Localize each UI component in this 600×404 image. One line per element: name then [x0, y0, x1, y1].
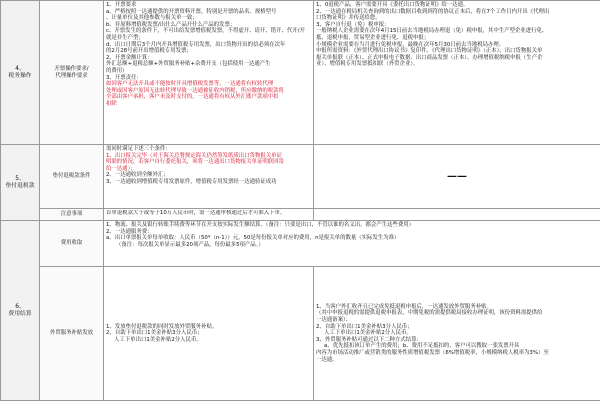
text-line: 一般纳税人企业需要在次年4月15日前去当地税局办理退（免）税申报，其中生产型企业进行免、	[316, 28, 548, 35]
text-line: 2、一达通服务费：	[106, 228, 153, 235]
warning-text: 全部由客户承担，客户未及时支付的，一达通将有权从外汇账户款项中扣	[106, 94, 279, 101]
section-5-title: 5、 垫付退税款	[1, 145, 40, 221]
text-line: 1、0退税产品，客户需要开具《委托出口货物证明》给一达通。	[316, 2, 469, 8]
text-line: 3、外贸服务补贴可通过以下二种方式结算：	[316, 336, 422, 343]
section-5-note-row	[1, 209, 600, 221]
text-line: 外汇总额+退税总额+外贸服务补贴+杂费开支（包括使用一达通产生	[106, 61, 271, 68]
fee-charge-label: 费用收取	[40, 221, 104, 267]
text-line: （其中申报退税的需提供退税申报表，中期免税的需提供税局接收办理证明，该份资料需提供给	[316, 310, 543, 317]
section-5-row	[1, 145, 600, 209]
text-line: 的费用）	[106, 67, 128, 74]
warning-text: 1、出口报关完毕（对于海关总署规定海关仍然签发纸质出口货物报关单证	[106, 152, 282, 159]
text-line: 3、一达通收到增值税专用发票原件，增值税专用发票经一达通验证成功	[106, 178, 277, 185]
note-text	[104, 209, 314, 221]
section-6-subsidy-row	[1, 267, 600, 401]
text-line: 需同时满足下述三个条件：	[106, 146, 171, 152]
text-line: 1、开票要求	[106, 2, 137, 8]
text-line: 一达通备案）；	[316, 317, 352, 324]
warning-text: 明联的情况，若客户自行委托报关，须将一达通出口货物报关单证明联回寄	[106, 159, 284, 166]
note-label: 注意事项	[40, 209, 104, 221]
subsidy-agent-text	[314, 267, 600, 401]
warning-text: 扣除	[106, 100, 117, 107]
text-line: c、开票发生的条件下，不可出给发票增值税发票，不得虚开、请开、错开、代开/开	[106, 28, 305, 35]
text-line: 小规模企业需要在当月进行免税申报，最晚在次年5月30日前去当地税局办理。	[316, 41, 505, 48]
prepay-condition-label: 垫付退税款条件	[40, 145, 104, 209]
text-line: a、优先抵扣该订单产生的费用；b、费用不足抵扣的，客户可以搜取一张发票开具	[324, 343, 520, 350]
text-line: （备注：每次报关单显示最多20项产品，每份最多5项产品。）	[116, 241, 264, 248]
text-line: 2、自助下单出口1美金补贴3分人民币；	[106, 330, 203, 337]
dash-placeholder: ——	[447, 170, 467, 182]
text-line: 申报所需资料：《外贸代理出口协议书》复印件、《代理出口货物证明》（正本）、出口货物报关单	[316, 48, 543, 55]
agent-requirements	[314, 1, 600, 145]
text-line: a、出口单票报关单每单收取：人民币（50*（n-1））元，50是每份报关单对应的费用，n是报关单的数量（实际发生为准）	[106, 235, 400, 242]
text-line: 内容为市场活动推广或营销类的服务性质增值税发票（6%增值税率，小规模纳税人税率为3%）至	[316, 349, 549, 356]
section-4-title: 4、 税务操作	[1, 1, 40, 145]
text-line: 报关单报联（正本）、正式申报电子数据、出口商品发票（正本）、办理增值税纳税申报（生产企	[316, 54, 543, 61]
text-line: 3、客户自行退（免）税申报：	[316, 21, 390, 28]
text-line: 1、发放垫付退税款的同时发放外贸服务补贴。	[106, 323, 218, 330]
text-line: 2、开票金额计算：	[106, 54, 153, 61]
subsidy-text	[104, 267, 314, 401]
text-line: a、严格按照一达通提供的开票资料开票，特别是开票的品名、规格型号	[106, 8, 277, 15]
invoice-requirement-label: 开票操作要求/ 代理操作要求	[40, 1, 104, 145]
subsidy-label: 外贸服务补贴发放	[40, 267, 104, 401]
text-line: 人工下单出口1美金补贴2分人民币。	[114, 336, 202, 343]
text-line: 口货物证明》并传送给您。	[316, 15, 381, 22]
prepay-conditions	[104, 145, 314, 209]
text-line: 就是非生产型；	[106, 34, 144, 41]
text-line: 3、开票责任：	[106, 74, 142, 81]
text-line: 1、当客户外汇收齐且已完成免抵退税申报后，一达通发放外贸服务补贴。	[316, 303, 492, 310]
text-line: d、出口日期后3个月内开具增值税专用发票，出口货物开出的信必须在次年	[106, 41, 286, 48]
text-line: 2、自助下单出口1美金补贴3分人民币；	[316, 323, 413, 330]
text-line: 、计量单位及其他参数与报关单一致；	[106, 15, 198, 22]
text-line: 2、一达通在税局机关查询到的出口数据目收到到符的协议正本后，将在7个工作日内开出《代理出	[316, 8, 550, 15]
section-6-row	[1, 221, 600, 267]
warning-text: 处理或因客户原因无法转代理导致一达通被征收内销税，所应缴纳的税款将	[106, 87, 284, 94]
section-6-title: 6、 费用结算	[1, 221, 40, 401]
warning-text: 如因客户无法开具或不能按时开具增值税发票等，一达通将有权转代理	[106, 81, 274, 88]
text-line: 2、一达通收到全额外汇；	[106, 172, 169, 179]
note-empty-cell	[314, 209, 600, 221]
warning-text: 给一达通）；	[106, 165, 136, 172]
text-line: 一达通。	[316, 356, 338, 363]
text-line: 业）、增值税专用发票抵扣联（外贸企业）。	[316, 61, 419, 68]
prepay-agent-cell	[314, 145, 600, 209]
text-line: b、非原料增值税发票/出什么产品开什么产品的发票；	[106, 21, 236, 28]
invoice-requirements	[104, 1, 314, 145]
text-line: 首单退税款大于或等于10万人民币时，需一达通审核通过后才可准入下单。	[106, 210, 286, 216]
text-line: 人工下单出口1美金补贴2分人民币。	[324, 330, 412, 337]
text-line: 抵、退税申报，贸易型企业进行免、退税申报；	[316, 34, 430, 41]
text-line: 1、物流、报关及银行转账手续费等环节在开支按实际发生额结算。（备注：只要是出口，不管以谁的名义出，都会产生这些费用）	[106, 222, 414, 228]
text-line: 的2月28号前开出增值税专用发票；	[106, 48, 192, 55]
section-4-row	[1, 1, 600, 145]
fee-charge-text	[104, 221, 600, 267]
